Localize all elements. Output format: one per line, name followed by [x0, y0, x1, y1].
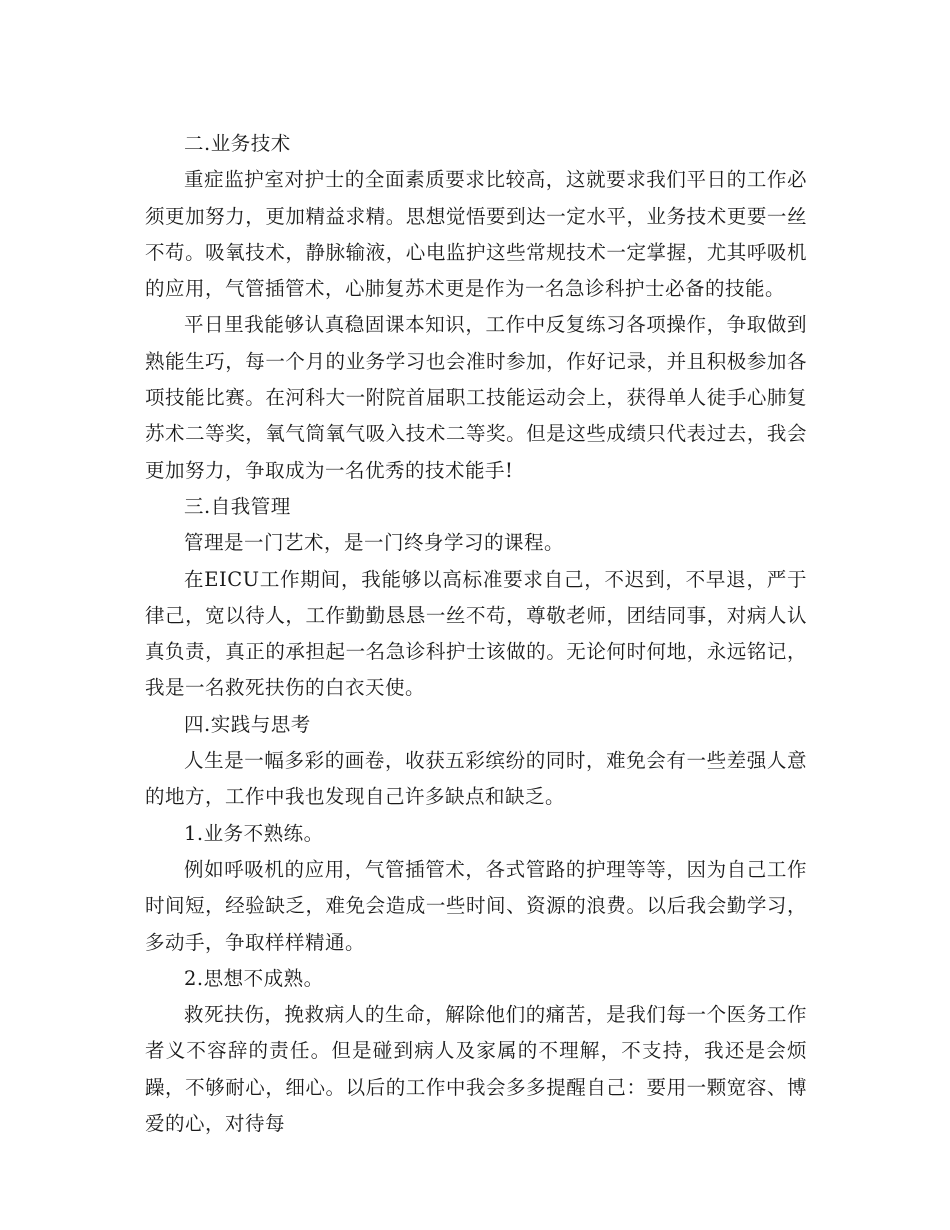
- paragraph-life-picture: 人生是一幅多彩的画卷，收获五彩缤纷的同时，难免会有一些差强人意的地方，工作中我也发现自己许多缺点和缺乏。: [145, 749, 807, 809]
- paragraph-icu-requirements: 重症监护室对护士的全面素质要求比较高，这就要求我们平日的工作必须更加努力，更加精益求精。思想觉悟要到达一定水平，业务技术更要一丝不苟。吸氧技术，静脉输液，心电监护这些常规技术一定掌握，尤其呼吸机的应用，气管插管术，心肺复苏术更是作为一名急诊科护士必备的技能。: [145, 168, 807, 301]
- document-page: [145, 126, 807, 1142]
- paragraph-saving-lives: 救死扶伤，挽救病人的生命，解除他们的痛苦，是我们每一个医务工作者义不容辞的责任。但是碰到病人及家属的不理解，不支持，我还是会烦躁，不够耐心，细心。以后的工作中我会多多提醒自己：要用一颗宽容、博爱的心，对待每: [145, 1003, 807, 1136]
- section-heading-self-management: 三.自我管理: [184, 494, 291, 518]
- paragraph-management-art: 管理是一门艺术，是一门终身学习的课程。: [184, 531, 565, 555]
- subheading-unskilled: 1.业务不熟练。: [184, 821, 324, 845]
- paragraph-ventilator-example: 例如呼吸机的应用，气管插管术，各式管路的护理等等，因为自己工作时间短，经验缺乏，难免会造成一些时间、资源的浪费。以后我会勤学习，多动手，争取样样精通。: [145, 857, 807, 954]
- subheading-immature-thinking: 2.思想不成熟。: [184, 966, 324, 990]
- paragraph-eicu-work: 在EICU工作期间，我能够以高标准要求自己，不迟到，不早退，严于律己，宽以待人，工作勤勤恳恳一丝不苟，尊敬老师，团结同事，对病人认真负责，真正的承担起一名急诊科护士该做的。无论何时何地，永远铭记，我是一名救死扶伤的白衣天使。: [145, 567, 807, 700]
- section-heading-business-skills: 二.业务技术: [184, 132, 291, 155]
- paragraph-daily-practice: 平日里我能够认真稳固课本知识，工作中反复练习各项操作，争取做到熟能生巧，每一个月的业务学习也会准时参加，作好记录，并且积极参加各项技能比赛。在河科大一附院首届职工技能运动会上，获得单人徒手心肺复苏术二等奖，氧气筒氧气吸入技术二等奖。但是这些成绩只代表过去，我会更加努力，争取成为一名优秀的技术能手!: [145, 313, 807, 482]
- section-heading-practice-reflection: 四.实践与思考: [184, 712, 311, 736]
